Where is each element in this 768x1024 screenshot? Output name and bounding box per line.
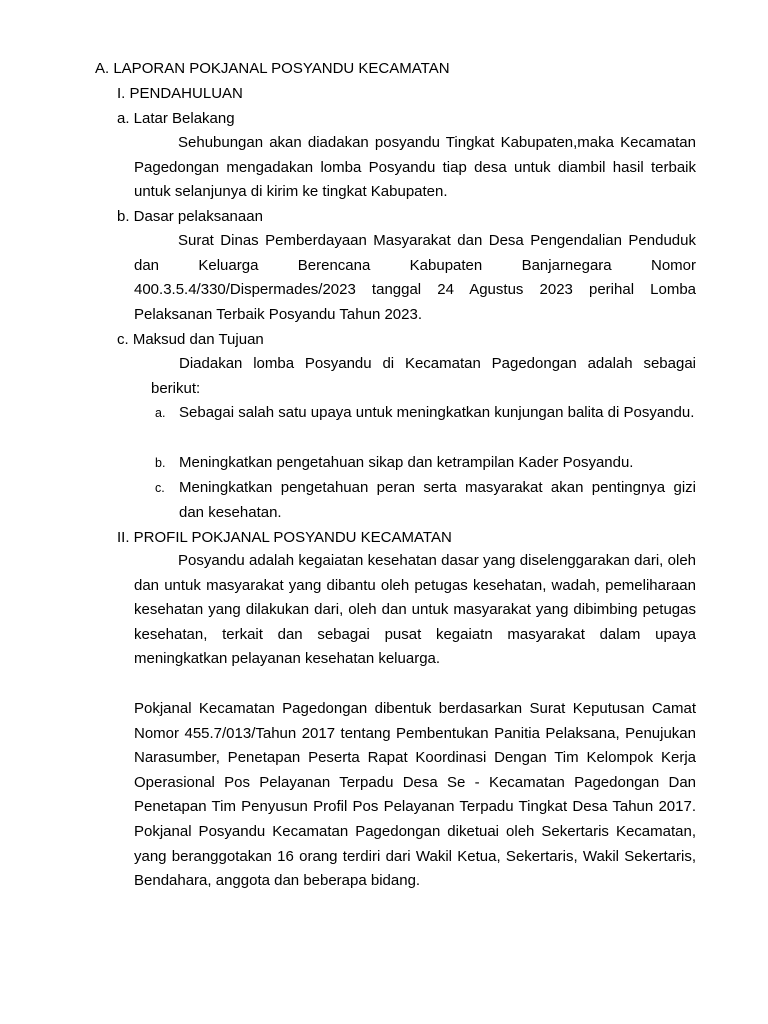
maksud-tujuan-title: c. Maksud dan Tujuan bbox=[117, 331, 264, 348]
list-item bbox=[155, 451, 696, 476]
list-marker: b. bbox=[155, 456, 166, 470]
dasar-pelaksanaan-title: b. Dasar pelaksanaan bbox=[117, 208, 263, 225]
profil-paragraph-2: Pokjanal Kecamatan Pagedongan dibentuk berdasarkan Surat Keputusan Camat Nomor 455.7/013/Tahun 2017 tentang Pembentukan Panitia Pelaksana, Penujukan Narasumber, Penetapan Peserta Rapat Koordinasi Dengan Tim Kelompok Kerja Operasional Pos Pelayanan Terpadu Desa Se - Kecamatan Pagedongan Dan Penetapan Tim Penyusun Profil Pos Pelayanan Terpadu Tingkat Desa Tahun 2017. Pokjanal Posyandu Kecamatan Pagedongan diketuai oleh Sekertaris Kecamatan, yang beranggotakan 16 orang terdiri dari Wakil Ketua, Sekertaris, Wakil Sekertaris, Bendahara, anggota dan beberapa bidang. bbox=[134, 700, 696, 890]
list-marker: a. bbox=[155, 406, 166, 420]
latar-belakang-text: Sehubungan akan diadakan posyandu Tingkat Kabupaten,maka Kecamatan Pagedongan mengadakan lomba Posyandu tiap desa untuk diambil hasil terbaik untuk selanjunya di kirim ke tingkat Kabupaten. bbox=[134, 134, 696, 201]
list-item-text: Meningkatkan pengetahuan peran serta masyarakat akan pentingnya gizi dan kesehatan. bbox=[179, 479, 696, 521]
list-item bbox=[155, 401, 696, 426]
list-item-text: Meningkatkan pengetahuan sikap dan ketrampilan Kader Posyandu. bbox=[179, 454, 634, 471]
list-item-text: Sebagai salah satu upaya untuk meningkatkan kunjungan balita di Posyandu. bbox=[179, 404, 695, 421]
maksud-tujuan-intro: Diadakan lomba Posyandu di Kecamatan Pagedongan adalah sebagai berikut: bbox=[151, 355, 696, 397]
list-marker: c. bbox=[155, 481, 165, 495]
list-item bbox=[155, 476, 696, 525]
dasar-pelaksanaan-text: Surat Dinas Pemberdayaan Masyarakat dan Desa Pengendalian Penduduk dan Keluarga Berencana Kabupaten Banjarnegara Nomor 400.3.5.4/330/Dispermades/2023 tanggal 24 Agustus 2023 perihal Lomba Pelaksanan Terbaik Posyandu Tahun 2023. bbox=[134, 232, 696, 323]
profil-paragraph-1: Posyandu adalah kegaiatan kesehatan dasar yang diselenggarakan dari, oleh dan untuk masyarakat yang dibantu oleh petugas kesehatan, wadah, pemeliharaan kesehatan yang dilakukan dari, oleh dan untuk masyarakat yang dibimbing petugas kesehatan, terkait dan sebagai pusat kegaiatn masyarakat dalam upaya meningkatkan pelayanan kesehatan keluarga. bbox=[134, 552, 696, 668]
section-ii-title: II. PROFIL POKJANAL POSYANDU KECAMATAN bbox=[117, 529, 452, 546]
section-i-title: I. PENDAHULUAN bbox=[117, 85, 243, 102]
heading-a: A. LAPORAN POKJANAL POSYANDU KECAMATAN bbox=[95, 60, 450, 77]
latar-belakang-title: a. Latar Belakang bbox=[117, 110, 235, 127]
